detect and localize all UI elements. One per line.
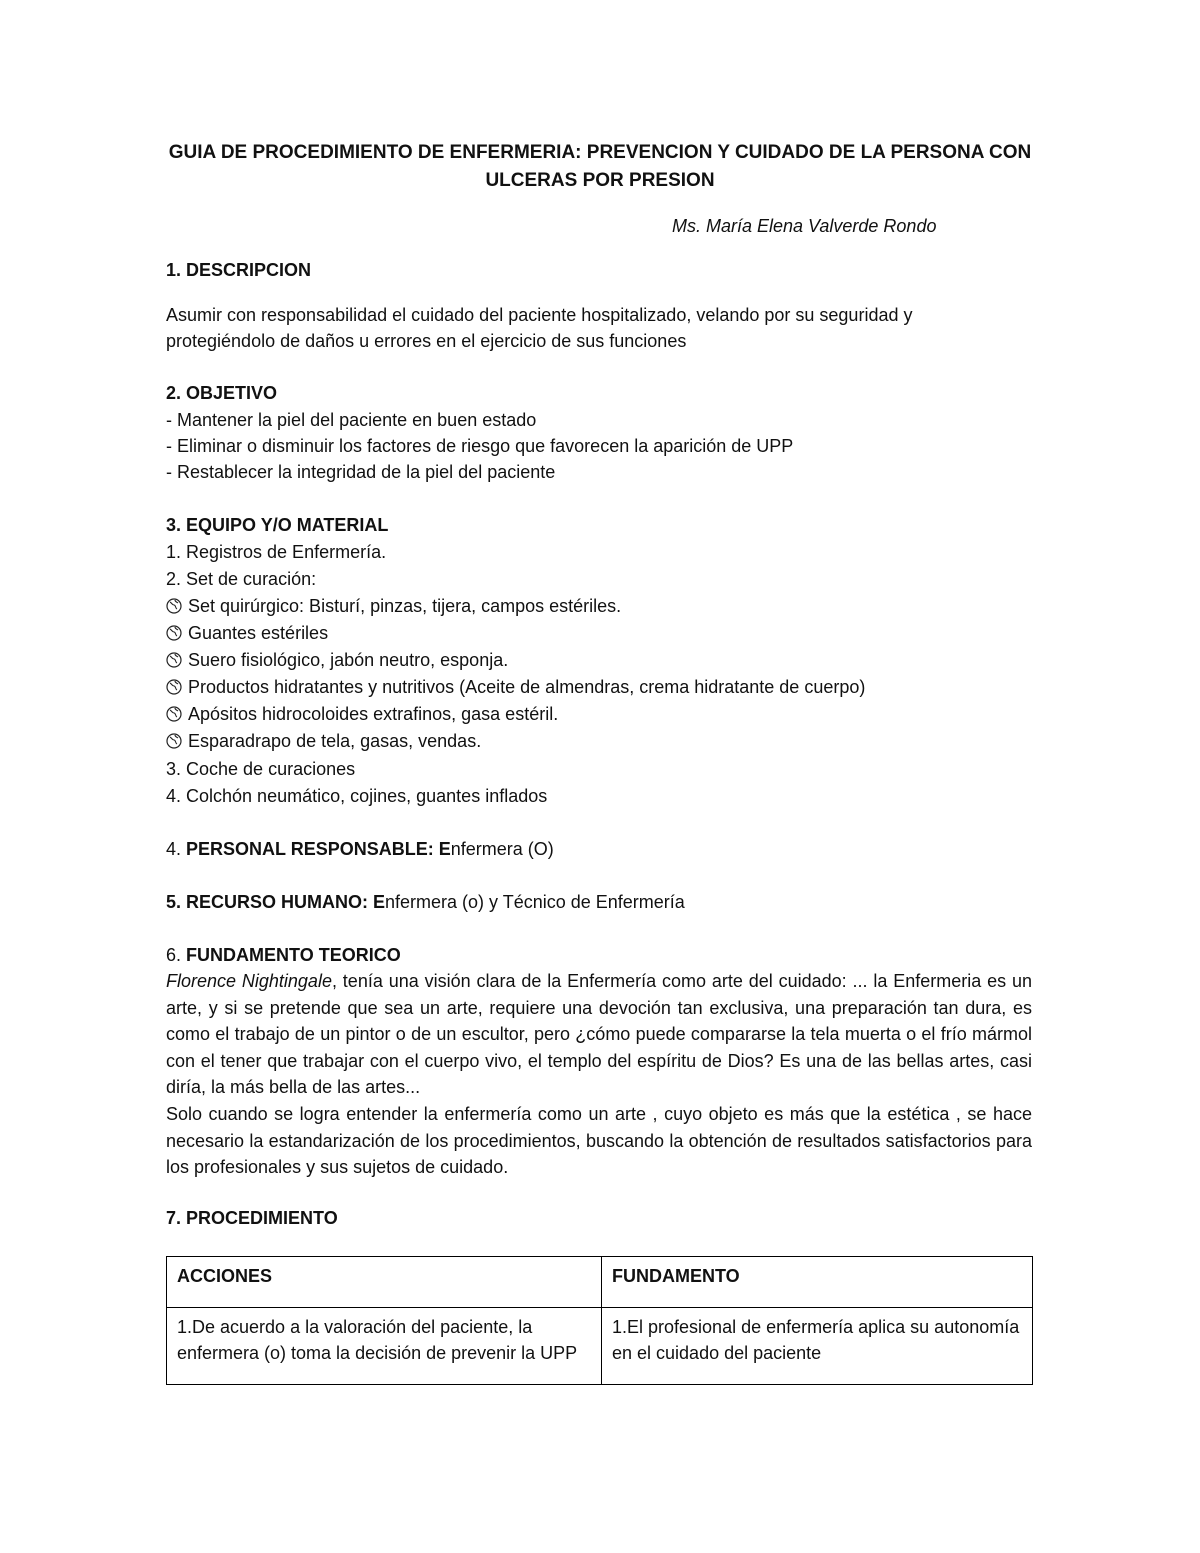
material-subitem	[166, 647, 508, 673]
material-subitem	[166, 674, 865, 700]
section-4-line	[166, 836, 554, 862]
section-4-value: nfermera (O)	[450, 839, 554, 859]
globe-icon	[166, 679, 182, 695]
material-subitem-text: Guantes estériles	[188, 623, 329, 643]
globe-icon	[166, 625, 182, 641]
globe-icon	[166, 652, 182, 668]
table-header-cell: FUNDAMENTO	[602, 1257, 1033, 1308]
material-item: 4. Colchón neumático, cojines, guantes inflados	[166, 786, 548, 806]
section-6-body	[166, 968, 1032, 1181]
section-1-heading: 1. DESCRIPCION	[166, 260, 312, 280]
section-6-number: 6.	[166, 945, 182, 965]
material-subitem-text: Set quirúrgico: Bisturí, pinzas, tijera, campos estériles.	[188, 596, 622, 616]
section-4-number: 4.	[166, 839, 182, 859]
material-subitem-text: Suero fisiológico, jabón neutro, esponja.	[188, 650, 509, 670]
objective-item: - Mantener la piel del paciente en buen estado	[166, 410, 537, 430]
material-subitem-text: Productos hidratantes y nutritivos (Aceite de almendras, crema hidratante de cuerpo)	[188, 677, 866, 697]
section-1-text-line-1: Asumir con responsabilidad el cuidado del paciente hospitalizado, velando por su seguridad y	[166, 305, 913, 325]
document-title-line-2: ULCERAS POR PRESION	[485, 170, 715, 191]
material-item: 2. Set de curación:	[166, 569, 317, 589]
material-subitem	[166, 701, 558, 727]
section-6-heading: FUNDAMENTO TEORICO	[186, 945, 401, 965]
author-name: Ms. María Elena Valverde Rondo	[672, 216, 937, 236]
table-cell: 1.El profesional de enfermería aplica su autonomía en el cuidado del paciente	[602, 1308, 1033, 1385]
section-6-paragraph-1	[166, 968, 1032, 1101]
material-subitem-text: Esparadrapo de tela, gasas, vendas.	[188, 731, 482, 751]
table-row	[167, 1308, 1033, 1385]
material-subitem-text: Apósitos hidrocoloides extrafinos, gasa estéril.	[188, 704, 559, 724]
globe-icon	[166, 598, 182, 614]
table-header-row	[167, 1257, 1033, 1308]
section-5-value: nfermera (o) y Técnico de Enfermería	[385, 892, 685, 912]
procedure-table	[166, 1256, 1033, 1385]
section-6-cited-author: Florence Nightingale	[166, 971, 332, 991]
globe-icon	[166, 733, 182, 749]
section-2-heading: 2. OBJETIVO	[166, 383, 278, 403]
section-4-label: PERSONAL RESPONSABLE: E	[186, 839, 451, 859]
objective-item: - Restablecer la integridad de la piel del paciente	[166, 462, 556, 482]
section-3-heading: 3. EQUIPO Y/O MATERIAL	[166, 515, 389, 535]
section-6-heading-line	[166, 942, 401, 968]
section-5-label: 5. RECURSO HUMANO: E	[166, 892, 386, 912]
section-7-heading: 7. PROCEDIMIENTO	[166, 1208, 338, 1228]
material-item: 1. Registros de Enfermería.	[166, 542, 387, 562]
globe-icon	[166, 706, 182, 722]
material-subitem	[166, 728, 481, 754]
table-header-cell: ACCIONES	[167, 1257, 602, 1308]
table-cell: 1.De acuerdo a la valoración del paciente, la enfermera (o) toma la decisión de prevenir la UPP	[167, 1308, 602, 1385]
section-1-text-line-2: protegiéndolo de daños u errores en el ejercicio de sus funciones	[166, 331, 687, 351]
objective-item: - Eliminar o disminuir los factores de riesgo que favorecen la aparición de UPP	[166, 436, 794, 456]
material-subitem	[166, 620, 328, 646]
material-item: 3. Coche de curaciones	[166, 759, 356, 779]
document-title-line-1: GUIA DE PROCEDIMIENTO DE ENFERMERIA: PREVENCION Y CUIDADO DE LA PERSONA CON	[168, 142, 1032, 163]
section-6-paragraph-1-text: , tenía una visión clara de la Enfermería como arte del cuidado: ... la Enfermeria es un arte, y si se pretende que sea un arte, requiere una devoción tan exclusiva, una preparación tan dura, es como el trabajo de un pintor o de un escultor, pero ¿cómo puede compararse la tela muerta o el frío mármol con el tener que trabajar con el cuerpo vivo, el templo del espíritu de Dios? Es una de las bellas artes, casi diría, la más bella de las artes...	[166, 971, 1032, 1098]
section-5-line	[166, 889, 685, 915]
material-subitem	[166, 593, 621, 619]
section-6-paragraph-2: Solo cuando se logra entender la enfermería como un arte , cuyo objeto es más que la estética , se hace necesario la estandarización de los procedimientos, buscando la obtención de resultados satisfactorios para los profesionales y sus sujetos de cuidado.	[166, 1103, 1032, 1178]
